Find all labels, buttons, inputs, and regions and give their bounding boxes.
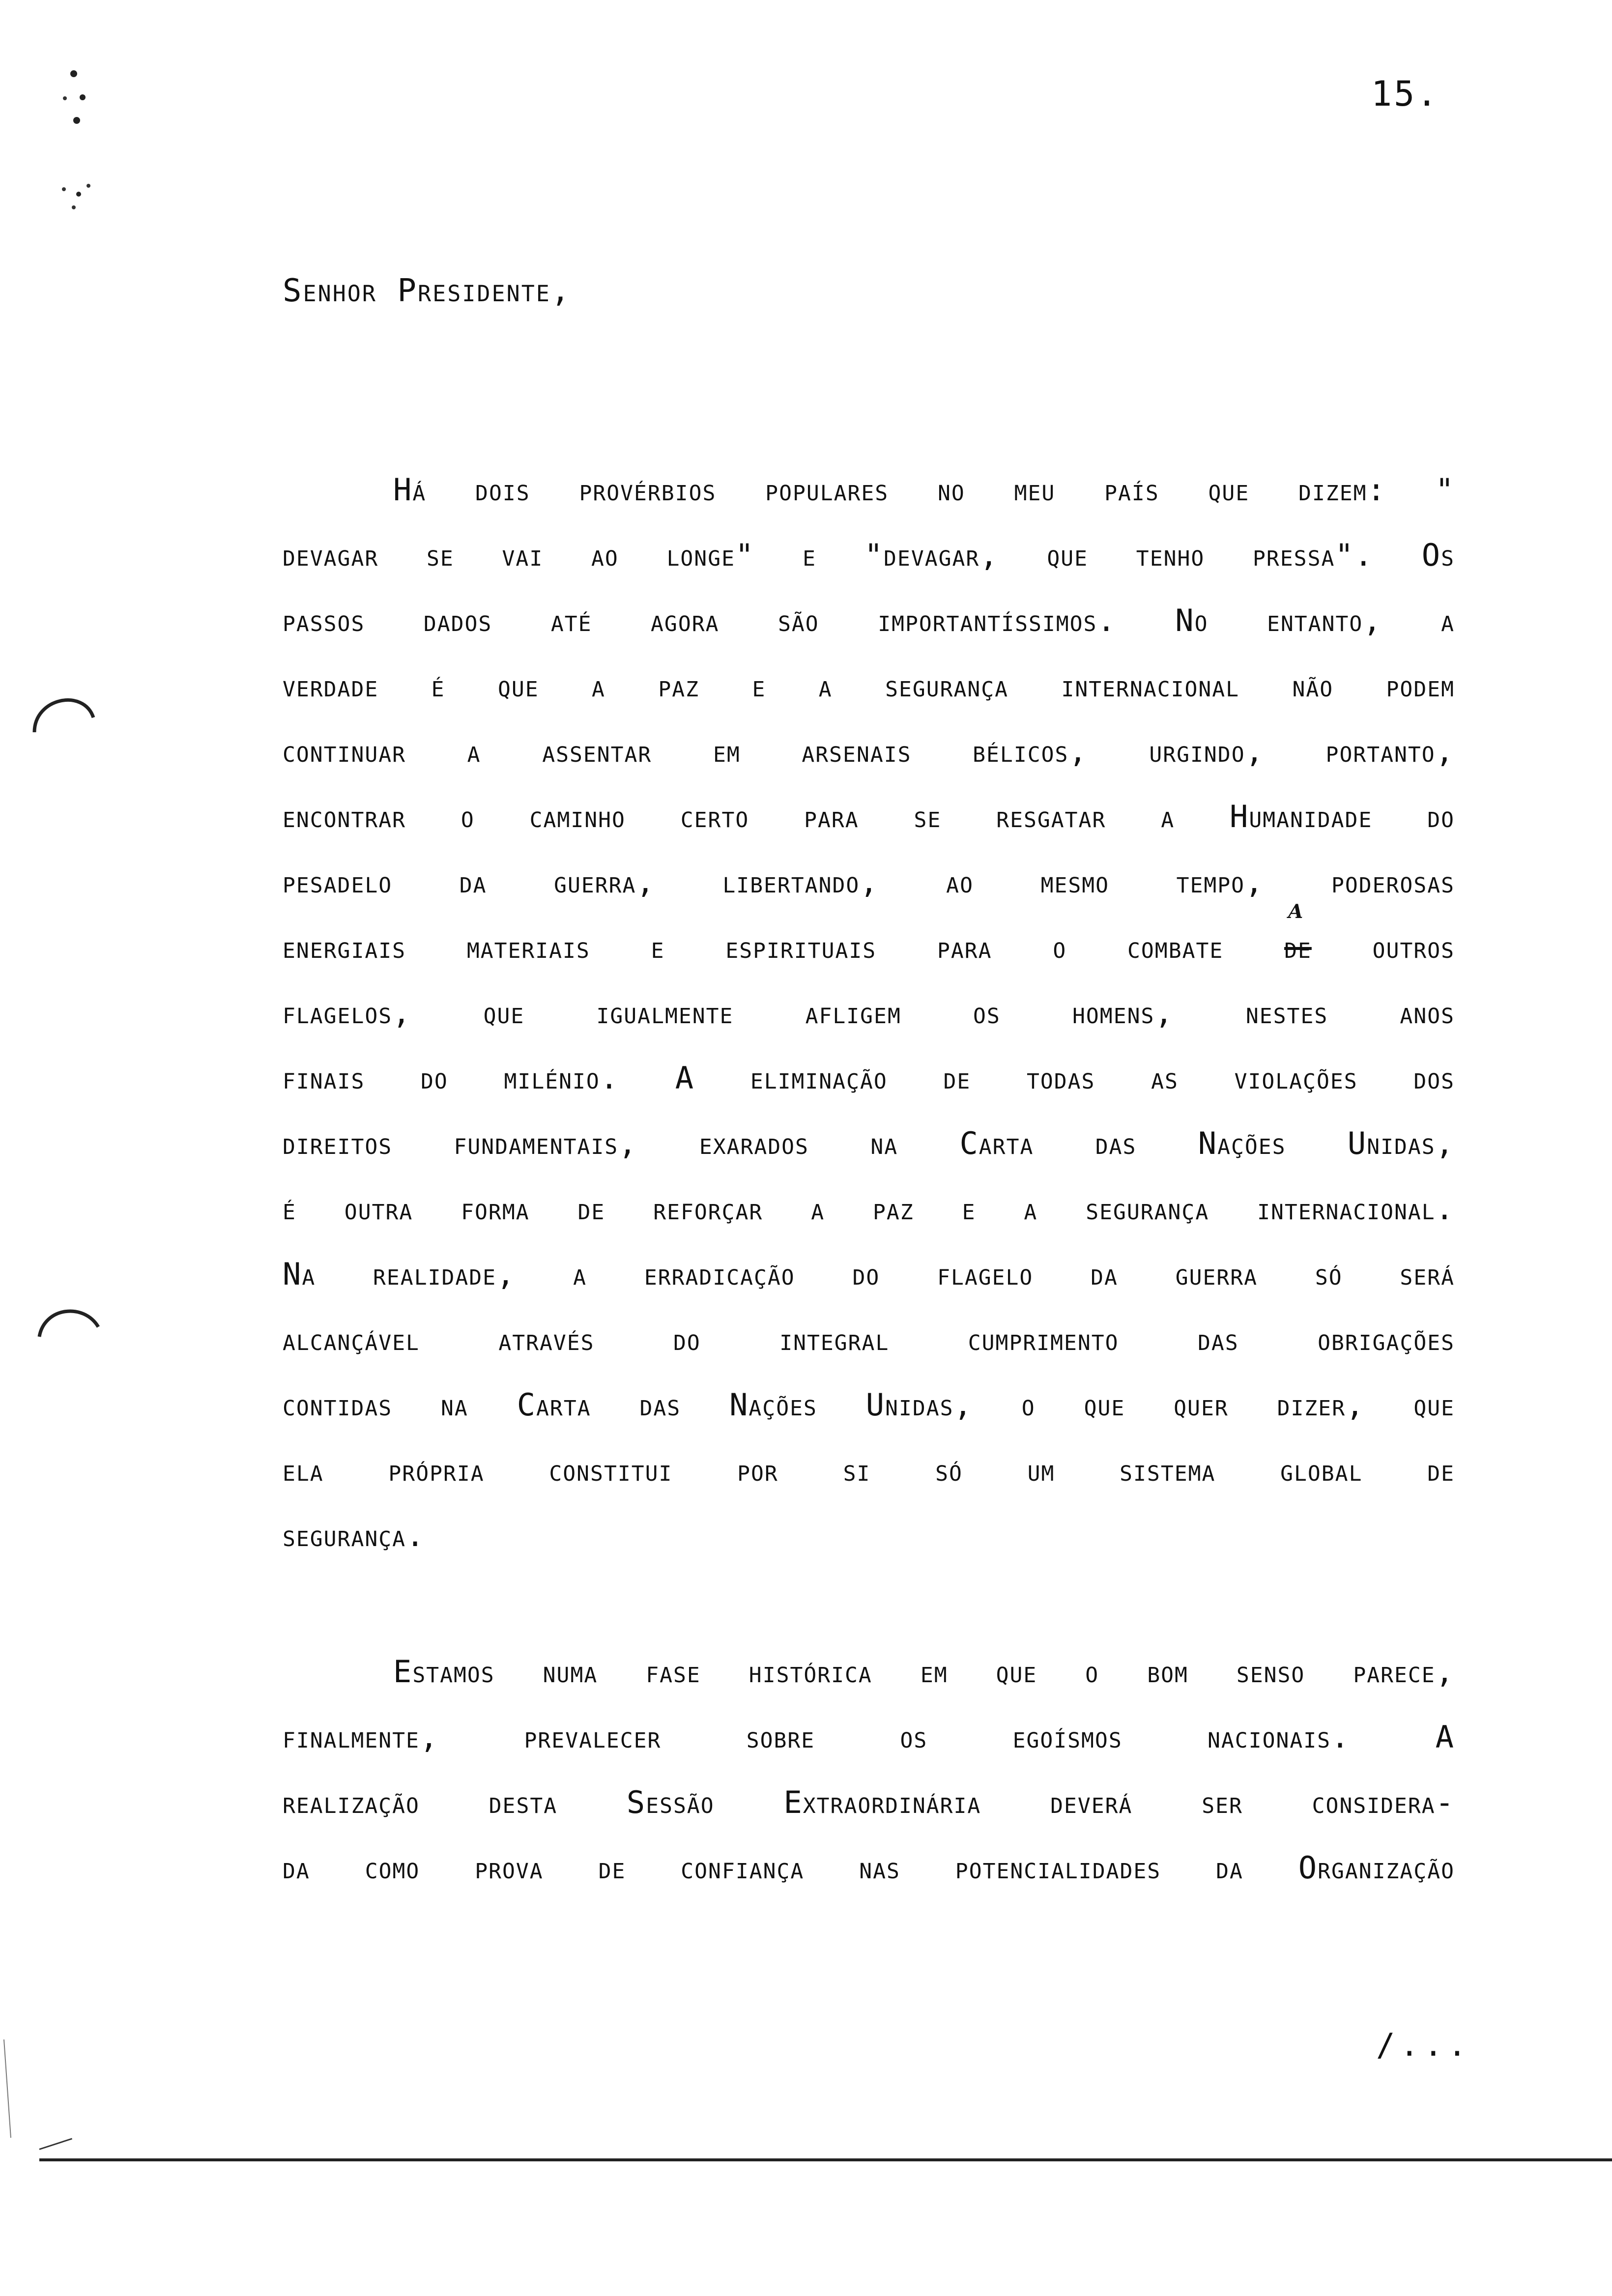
bottom-rule: [39, 2158, 1612, 2161]
continuation-mark: /...: [1376, 2027, 1472, 2064]
text-line: Estamos numa fase histórica em que o bom senso parece,: [393, 1654, 1455, 1690]
text-line: flagelos, que igualmente afligem os homens, nestes anos: [283, 995, 1455, 1031]
rule-tick: [39, 2138, 73, 2150]
handwritten-correction: a: [1288, 892, 1303, 925]
scan-dots-top: [54, 54, 113, 221]
line-text-after: outros: [1311, 929, 1455, 965]
text-line: encontrar o caminho certo para se resgatar a Humanidade do: [283, 799, 1455, 834]
punch-hole-arc-bottom: [34, 1297, 103, 1351]
salutation: Senhor Presidente,: [283, 273, 572, 309]
paragraph-1: [283, 457, 1455, 1568]
text-line: contidas na Carta das Nações Unidas, o que quer dizer, que: [283, 1387, 1455, 1423]
text-line: da como prova de confiança nas potencialidades da Organização: [283, 1850, 1455, 1886]
text-line: verdade é que a paz e a segurança internacional não podem: [283, 668, 1455, 704]
text-line: direitos fundamentais, exarados na Carta das Nações Unidas,: [283, 1125, 1455, 1161]
text-line: é outra forma de reforçar a paz e a segurança internacional.: [283, 1191, 1455, 1227]
text-line: finalmente, prevalecer sobre os egoísmos nacionais. A: [283, 1719, 1455, 1755]
text-line: ela própria constitui por si só um sistema global de: [283, 1452, 1455, 1488]
text-line: Na realidade, a erradicação do flagelo da guerra só será: [283, 1256, 1455, 1292]
text-line: Há dois provérbios populares no meu país que dizem: ": [393, 472, 1455, 508]
text-line: realização desta Sessão Extraordinária deverá ser considera-: [283, 1784, 1455, 1820]
text-line: alcançável através do integral cumprimento das obrigações: [283, 1321, 1455, 1357]
text-line: pesadelo da guerra, libertando, ao mesmo tempo, poderosas: [283, 864, 1455, 900]
struck-word: [1284, 892, 1312, 965]
line-text-before: energiais materiais e espirituais para o combate: [283, 929, 1285, 965]
text-line: finais do milénio. A eliminação de todas as violações dos: [283, 1060, 1455, 1096]
text-line: segurança.: [283, 1518, 426, 1553]
punch-hole-arc-top: [29, 683, 98, 737]
text-line-with-correction: [283, 892, 1455, 980]
text-line: devagar se vai ao longe" e "devagar, que tenho pressa". Os: [283, 537, 1455, 573]
text-line: continuar a assentar em arsenais bélicos, urgindo, portanto,: [283, 733, 1455, 769]
struck-text: de: [1284, 929, 1312, 965]
page-number: 15.: [1371, 74, 1439, 114]
text-line: passos dados até agora são importantíssimos. No entanto, a: [283, 603, 1455, 638]
edge-scratch: [0, 2035, 20, 2143]
paragraph-2: [283, 1639, 1455, 1900]
